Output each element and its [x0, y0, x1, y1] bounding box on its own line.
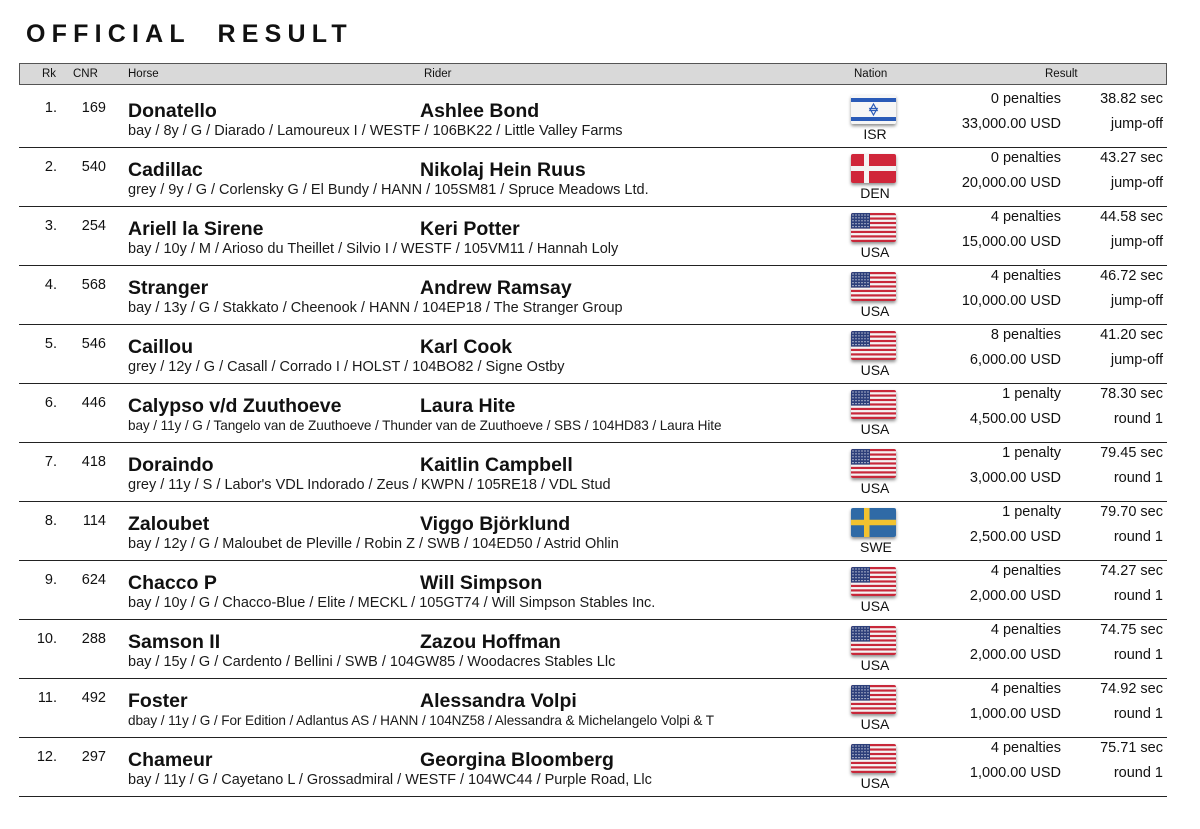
rider-name: Will Simpson	[420, 572, 543, 594]
rider-name: Laura Hite	[420, 395, 516, 417]
round-phase: round 1	[1113, 470, 1163, 486]
cnr-cell: 492	[81, 690, 106, 706]
horse-name: Ariell la Sirene	[128, 218, 264, 240]
penalties: 4 penalties	[990, 681, 1061, 697]
column-header-rank: Rk	[42, 68, 57, 80]
round-phase: round 1	[1113, 706, 1163, 722]
round-phase: round 1	[1113, 647, 1163, 663]
cnr-cell: 540	[81, 159, 106, 175]
nation-code: USA	[860, 716, 890, 732]
penalties: 1 penalty	[1002, 386, 1061, 402]
rider-name: Karl Cook	[420, 336, 513, 358]
penalties: 4 penalties	[990, 622, 1061, 638]
rank-cell: 1.	[44, 100, 57, 116]
horse-details: bay / 8y / G / Diarado / Lamoureux I / WESTF / 106BK22 / Little Valley Farms	[128, 123, 623, 139]
time: 79.70 sec	[1100, 504, 1163, 520]
time: 41.20 sec	[1100, 327, 1163, 343]
penalties: 8 penalties	[990, 327, 1061, 343]
rank-cell: 11.	[37, 690, 57, 706]
time: 78.30 sec	[1100, 386, 1163, 402]
penalties: 4 penalties	[990, 268, 1061, 284]
round-phase: jump-off	[1110, 175, 1163, 191]
prize-money: 6,000.00 USD	[969, 352, 1061, 368]
horse-name: Foster	[128, 690, 188, 712]
horse-name: Stranger	[128, 277, 209, 299]
horse-name: Calypso v/d Zuuthoeve	[128, 395, 342, 417]
rank-cell: 5.	[44, 336, 57, 352]
prize-money: 15,000.00 USD	[961, 234, 1061, 250]
rider-name: Zazou Hoffman	[420, 631, 561, 653]
israel-flag-icon	[851, 95, 896, 124]
column-header-nation: Nation	[854, 68, 888, 80]
usa-flag-icon	[851, 626, 896, 655]
column-header-cnr: CNR	[73, 68, 98, 80]
cnr-cell: 568	[81, 277, 106, 293]
prize-money: 3,000.00 USD	[969, 470, 1061, 486]
horse-details: bay / 10y / M / Arioso du Theillet / Silvio I / WESTF / 105VM11 / Hannah Loly	[128, 241, 619, 257]
prize-money: 20,000.00 USD	[961, 175, 1061, 191]
horse-name: Caillou	[128, 336, 194, 358]
nation-code: USA	[860, 480, 890, 496]
round-phase: jump-off	[1110, 293, 1163, 309]
time: 43.27 sec	[1100, 150, 1163, 166]
penalties: 4 penalties	[990, 209, 1061, 225]
rider-name: Ashlee Bond	[420, 100, 540, 122]
horse-name: Chacco P	[128, 572, 217, 594]
penalties: 0 penalties	[990, 91, 1061, 107]
rider-name: Viggo Björklund	[420, 513, 571, 535]
cnr-cell: 624	[81, 572, 106, 588]
horse-details: grey / 12y / G / Casall / Corrado I / HOLST / 104BO82 / Signe Ostby	[128, 359, 565, 375]
horse-name: Doraindo	[128, 454, 214, 476]
horse-name: Zaloubet	[128, 513, 210, 535]
horse-details: bay / 13y / G / Stakkato / Cheenook / HANN / 104EP18 / The Stranger Group	[128, 300, 623, 316]
cnr-cell: 546	[81, 336, 106, 352]
nation-code: ISR	[863, 126, 887, 142]
table-row	[19, 679, 1167, 738]
usa-flag-icon	[851, 449, 896, 478]
table-row	[19, 89, 1167, 148]
column-header-result: Result	[1045, 68, 1078, 80]
prize-money: 1,000.00 USD	[969, 765, 1061, 781]
cnr-cell: 288	[81, 631, 106, 647]
nation-code: DEN	[860, 185, 890, 201]
time: 44.58 sec	[1100, 209, 1163, 225]
penalties: 4 penalties	[990, 563, 1061, 579]
round-phase: round 1	[1113, 588, 1163, 604]
table-header	[19, 63, 1167, 85]
prize-money: 1,000.00 USD	[969, 706, 1061, 722]
horse-details: bay / 12y / G / Maloubet de Pleville / Robin Z / SWB / 104ED50 / Astrid Ohlin	[128, 536, 619, 552]
table-row	[19, 207, 1167, 266]
column-header-horse: Horse	[128, 68, 159, 80]
prize-money: 4,500.00 USD	[969, 411, 1061, 427]
time: 74.27 sec	[1100, 563, 1163, 579]
usa-flag-icon	[851, 390, 896, 419]
prize-money: 10,000.00 USD	[961, 293, 1061, 309]
rider-name: Kaitlin Campbell	[420, 454, 573, 476]
rider-name: Georgina Bloomberg	[420, 749, 614, 771]
column-header-rider: Rider	[424, 68, 452, 80]
usa-flag-icon	[851, 685, 896, 714]
round-phase: round 1	[1113, 529, 1163, 545]
nation-code: USA	[860, 598, 890, 614]
rider-name: Keri Potter	[420, 218, 520, 240]
cnr-cell: 254	[81, 218, 106, 234]
round-phase: round 1	[1113, 411, 1163, 427]
penalties: 0 penalties	[990, 150, 1061, 166]
prize-money: 2,500.00 USD	[969, 529, 1061, 545]
table-row	[19, 148, 1167, 207]
rank-cell: 2.	[44, 159, 57, 175]
round-phase: jump-off	[1110, 234, 1163, 250]
horse-name: Donatello	[128, 100, 217, 122]
prize-money: 2,000.00 USD	[969, 647, 1061, 663]
horse-details: bay / 11y / G / Tangelo van de Zuuthoeve / Thunder van de Zuuthoeve / SBS / 104HD83 / Laura Hite	[128, 418, 722, 433]
nation-code: USA	[860, 303, 890, 319]
nation-code: USA	[860, 244, 890, 260]
rank-cell: 6.	[44, 395, 57, 411]
table-row	[19, 384, 1167, 443]
table-row	[19, 443, 1167, 502]
horse-details: bay / 10y / G / Chacco-Blue / Elite / MECKL / 105GT74 / Will Simpson Stables Inc.	[128, 595, 656, 611]
horse-details: bay / 15y / G / Cardento / Bellini / SWB / 104GW85 / Woodacres Stables Llc	[128, 654, 616, 670]
usa-flag-icon	[851, 331, 896, 360]
cnr-cell: 169	[81, 100, 106, 116]
time: 75.71 sec	[1100, 740, 1163, 756]
table-row	[19, 620, 1167, 679]
results-table	[19, 89, 1167, 797]
horse-details: dbay / 11y / G / For Edition / Adlantus AS / HANN / 104NZ58 / Alessandra & Michelangelo Volpi & T	[128, 713, 714, 728]
cnr-cell: 418	[81, 454, 106, 470]
table-row	[19, 561, 1167, 620]
rank-cell: 8.	[44, 513, 57, 529]
nation-code: USA	[860, 362, 890, 378]
rider-name: Alessandra Volpi	[420, 690, 577, 712]
horse-details: bay / 11y / G / Cayetano L / Grossadmiral / WESTF / 104WC44 / Purple Road, Llc	[128, 772, 652, 788]
nation-code: USA	[860, 657, 890, 673]
usa-flag-icon	[851, 567, 896, 596]
table-row	[19, 325, 1167, 384]
penalties: 1 penalty	[1002, 504, 1061, 520]
round-phase: jump-off	[1110, 116, 1163, 132]
cnr-cell: 297	[81, 749, 106, 765]
nation-code: SWE	[860, 539, 892, 555]
rank-cell: 9.	[44, 572, 57, 588]
usa-flag-icon	[851, 213, 896, 242]
penalties: 1 penalty	[1002, 445, 1061, 461]
horse-name: Samson II	[128, 631, 221, 653]
rider-name: Nikolaj Hein Ruus	[420, 159, 586, 181]
denmark-flag-icon	[851, 154, 896, 183]
time: 79.45 sec	[1100, 445, 1163, 461]
cnr-cell: 114	[82, 513, 106, 529]
round-phase: round 1	[1113, 765, 1163, 781]
penalties: 4 penalties	[990, 740, 1061, 756]
rider-name: Andrew Ramsay	[420, 277, 572, 299]
time: 74.75 sec	[1100, 622, 1163, 638]
cnr-cell: 446	[81, 395, 106, 411]
horse-details: grey / 9y / G / Corlensky G / El Bundy / HANN / 105SM81 / Spruce Meadows Ltd.	[128, 182, 649, 198]
rank-cell: 7.	[44, 454, 57, 470]
nation-code: USA	[860, 421, 890, 437]
rank-cell: 10.	[36, 631, 57, 647]
table-row	[19, 738, 1167, 797]
usa-flag-icon	[851, 272, 896, 301]
sweden-flag-icon	[851, 508, 896, 537]
table-row	[19, 502, 1167, 561]
horse-name: Cadillac	[128, 159, 203, 181]
prize-money: 2,000.00 USD	[969, 588, 1061, 604]
rank-cell: 12.	[36, 749, 57, 765]
rank-cell: 3.	[44, 218, 57, 234]
prize-money: 33,000.00 USD	[961, 116, 1061, 132]
rank-cell: 4.	[44, 277, 57, 293]
page-title: OFFICIAL RESULT	[26, 20, 353, 48]
table-row	[19, 266, 1167, 325]
usa-flag-icon	[851, 744, 896, 773]
horse-name: Chameur	[128, 749, 213, 771]
time: 38.82 sec	[1100, 91, 1163, 107]
round-phase: jump-off	[1110, 352, 1163, 368]
time: 74.92 sec	[1100, 681, 1163, 697]
nation-code: USA	[860, 775, 890, 791]
time: 46.72 sec	[1100, 268, 1163, 284]
horse-details: grey / 11y / S / Labor's VDL Indorado / Zeus / KWPN / 105RE18 / VDL Stud	[128, 477, 611, 493]
